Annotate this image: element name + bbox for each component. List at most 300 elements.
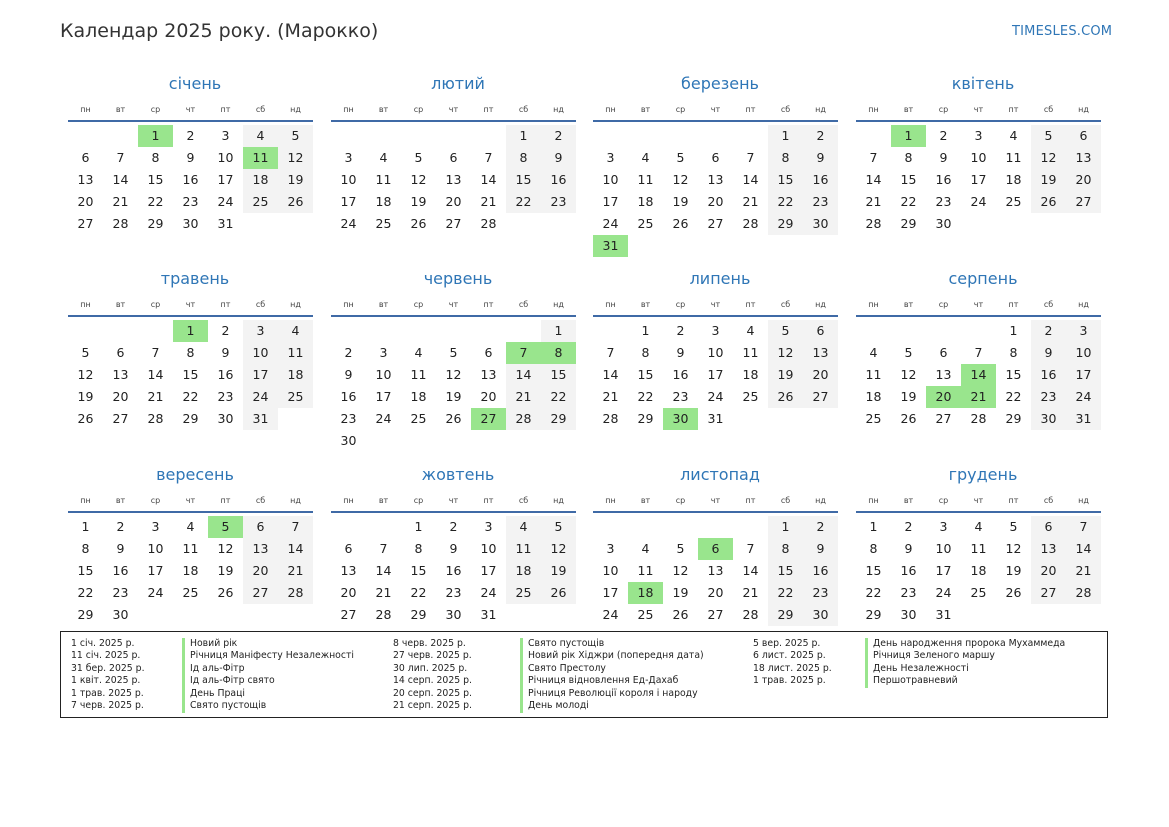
day-cell: 19 xyxy=(541,560,576,582)
holiday-day-cell: 20 xyxy=(926,386,961,408)
day-cell: 16 xyxy=(672,367,689,382)
day-cell: 17 xyxy=(217,172,234,187)
day-cell: 28 xyxy=(480,216,497,231)
day-cell: 2 xyxy=(904,519,913,534)
day-cell: 15 xyxy=(900,172,917,187)
empty-cell xyxy=(733,125,768,147)
empty-cell xyxy=(436,320,471,342)
day-cell: 3 xyxy=(484,519,493,534)
month-11 xyxy=(593,463,839,626)
day-cell: 9 xyxy=(344,367,353,382)
day-cell: 30 xyxy=(935,216,952,231)
header-rule xyxy=(856,120,1101,122)
day-cell: 7 xyxy=(606,345,615,360)
day-cell: 18 xyxy=(243,169,278,191)
day-cell: 20 xyxy=(707,585,724,600)
weekday-label: сб xyxy=(255,300,266,309)
day-cell: 1 xyxy=(414,519,423,534)
holiday-day-cell: 14 xyxy=(961,364,996,386)
weekday-header xyxy=(593,493,839,509)
day-cell: 13 xyxy=(707,172,724,187)
weekday-label: пн xyxy=(80,300,91,309)
day-cell: 21 xyxy=(742,194,759,209)
legend-date: 8 черв. 2025 р. xyxy=(393,638,466,649)
weekday-label: пт xyxy=(220,496,231,505)
day-cell: 22 xyxy=(541,386,576,408)
day-cell: 27 xyxy=(77,216,94,231)
legend-name: Першотравневий xyxy=(873,675,958,687)
empty-cell xyxy=(663,125,698,147)
month-name: лютий xyxy=(431,74,485,93)
weekday-label: нд xyxy=(553,105,564,114)
weekday-label: сб xyxy=(518,105,529,114)
day-cell: 17 xyxy=(147,563,164,578)
day-cell: 28 xyxy=(112,216,129,231)
day-cell: 5 xyxy=(676,541,685,556)
day-cell: 7 xyxy=(278,516,313,538)
day-cell: 10 xyxy=(602,563,619,578)
legend-name: Свято Престолу xyxy=(528,662,606,674)
weekday-label: сб xyxy=(255,105,266,114)
day-cell: 22 xyxy=(77,585,94,600)
weekday-label: пт xyxy=(483,105,494,114)
day-cell: 22 xyxy=(637,389,654,404)
day-cell: 28 xyxy=(375,607,392,622)
day-cell: 15 xyxy=(637,367,654,382)
weekday-label: пн xyxy=(80,496,91,505)
day-cell: 12 xyxy=(1005,541,1022,556)
legend-names-2 xyxy=(528,638,704,712)
day-cell: 26 xyxy=(1005,585,1022,600)
weekday-header xyxy=(331,102,577,118)
day-cell: 16 xyxy=(182,172,199,187)
weekday-label: чт xyxy=(448,496,459,505)
day-cell: 9 xyxy=(803,147,838,169)
day-cell: 14 xyxy=(742,563,759,578)
weekday-label: вт xyxy=(640,300,651,309)
day-cell: 11 xyxy=(278,342,313,364)
day-cell: 7 xyxy=(116,150,125,165)
holiday-day-cell: 6 xyxy=(698,538,733,560)
day-cell: 24 xyxy=(970,194,987,209)
day-cell: 25 xyxy=(278,386,313,408)
day-cell: 13 xyxy=(480,367,497,382)
legend-name: Річниця Маніфесту Незалежності xyxy=(190,650,354,662)
day-cell: 22 xyxy=(410,585,427,600)
day-cell: 14 xyxy=(375,563,392,578)
weekday-label: чт xyxy=(185,496,196,505)
day-cell: 23 xyxy=(541,191,576,213)
holiday-day-cell: 8 xyxy=(541,342,576,364)
day-cell: 31 xyxy=(217,216,234,231)
month-1 xyxy=(68,72,314,235)
day-cell: 29 xyxy=(541,408,576,430)
day-cell: 29 xyxy=(147,216,164,231)
day-cell: 12 xyxy=(541,538,576,560)
day-cell: 3 xyxy=(1066,320,1101,342)
day-cell: 2 xyxy=(803,125,838,147)
day-cell: 31 xyxy=(243,408,278,430)
weekday-label: нд xyxy=(290,496,301,505)
day-cell: 29 xyxy=(865,607,882,622)
legend-date: 20 серп. 2025 р. xyxy=(393,687,472,699)
day-cell: 11 xyxy=(637,172,654,187)
day-cell: 16 xyxy=(803,169,838,191)
day-cell: 15 xyxy=(410,563,427,578)
day-grid xyxy=(68,320,313,430)
day-cell: 4 xyxy=(974,519,983,534)
day-cell: 20 xyxy=(803,364,838,386)
weekday-label: вт xyxy=(378,496,389,505)
day-cell: 22 xyxy=(865,585,882,600)
brand-link[interactable]: TIMESLES.COM xyxy=(1012,24,1113,39)
day-grid xyxy=(593,516,838,626)
day-cell: 26 xyxy=(1031,191,1066,213)
day-cell: 17 xyxy=(1066,364,1101,386)
day-cell: 25 xyxy=(637,216,654,231)
day-cell: 13 xyxy=(112,367,129,382)
legend-name: Свято пустощів xyxy=(528,638,605,649)
day-cell: 7 xyxy=(974,345,983,360)
day-cell: 7 xyxy=(869,150,878,165)
weekday-label: пт xyxy=(1008,105,1019,114)
legend-date: 1 січ. 2025 р. xyxy=(71,638,135,649)
day-cell: 26 xyxy=(217,585,234,600)
day-cell: 4 xyxy=(1009,128,1018,143)
day-cell: 15 xyxy=(541,364,576,386)
day-cell: 28 xyxy=(742,216,759,231)
day-cell: 22 xyxy=(768,191,803,213)
legend-date: 21 серп. 2025 р. xyxy=(393,699,472,711)
month-name: серпень xyxy=(948,269,1018,288)
weekday-label: вт xyxy=(115,496,126,505)
month-name: листопад xyxy=(680,465,760,484)
day-cell: 4 xyxy=(746,323,755,338)
day-cell: 19 xyxy=(768,364,803,386)
empty-cell xyxy=(593,516,628,538)
weekday-label: ср xyxy=(675,105,686,114)
weekday-label: ср xyxy=(150,496,161,505)
day-cell: 30 xyxy=(340,433,357,448)
empty-cell xyxy=(68,125,103,147)
weekday-label: нд xyxy=(815,105,826,114)
day-cell: 12 xyxy=(900,367,917,382)
day-cell: 26 xyxy=(672,216,689,231)
day-cell: 13 xyxy=(935,367,952,382)
empty-cell xyxy=(366,320,401,342)
day-cell: 25 xyxy=(375,216,392,231)
day-cell: 18 xyxy=(278,364,313,386)
legend-dates-2 xyxy=(393,638,472,712)
day-cell: 11 xyxy=(865,367,882,382)
day-cell: 15 xyxy=(768,560,803,582)
legend-name: Новий рік xyxy=(190,638,238,649)
weekday-label: ср xyxy=(675,300,686,309)
legend-dates-3 xyxy=(753,638,832,688)
day-cell: 31 xyxy=(480,607,497,622)
day-cell: 17 xyxy=(935,563,952,578)
legend-date: 30 лип. 2025 р. xyxy=(393,662,468,674)
day-cell: 19 xyxy=(77,389,94,404)
day-cell: 9 xyxy=(541,147,576,169)
day-grid xyxy=(593,320,838,430)
day-cell: 5 xyxy=(676,150,685,165)
weekday-label: сб xyxy=(780,105,791,114)
day-cell: 27 xyxy=(935,411,952,426)
legend-dates-1 xyxy=(71,638,145,712)
weekday-label: пт xyxy=(745,300,756,309)
legend-name: Новий рік Хіджри (попередня дата) xyxy=(528,650,704,662)
day-cell: 21 xyxy=(602,389,619,404)
day-cell: 30 xyxy=(445,607,462,622)
day-cell: 10 xyxy=(375,367,392,382)
weekday-label: чт xyxy=(973,496,984,505)
day-cell: 12 xyxy=(217,541,234,556)
legend-date: 11 січ. 2025 р. xyxy=(71,650,141,662)
weekday-label: пт xyxy=(483,300,494,309)
day-cell: 6 xyxy=(484,345,493,360)
weekday-label: чт xyxy=(185,300,196,309)
day-cell: 3 xyxy=(151,519,160,534)
weekday-header xyxy=(68,493,314,509)
day-cell: 26 xyxy=(768,386,803,408)
day-cell: 10 xyxy=(970,150,987,165)
day-cell: 25 xyxy=(970,585,987,600)
month-9 xyxy=(68,463,314,626)
day-cell: 1 xyxy=(541,320,576,342)
day-cell: 24 xyxy=(243,386,278,408)
weekday-label: нд xyxy=(1078,105,1089,114)
day-cell: 30 xyxy=(217,411,234,426)
day-cell: 20 xyxy=(480,389,497,404)
day-cell: 13 xyxy=(1031,538,1066,560)
weekday-label: нд xyxy=(290,105,301,114)
header-rule xyxy=(331,315,576,317)
day-cell: 1 xyxy=(869,519,878,534)
empty-cell xyxy=(628,516,663,538)
day-cell: 3 xyxy=(379,345,388,360)
day-grid xyxy=(331,320,576,452)
day-cell: 21 xyxy=(375,585,392,600)
day-cell: 29 xyxy=(1005,411,1022,426)
day-cell: 26 xyxy=(77,411,94,426)
weekday-label: нд xyxy=(815,300,826,309)
day-cell: 16 xyxy=(340,389,357,404)
day-cell: 8 xyxy=(768,147,803,169)
day-cell: 19 xyxy=(672,585,689,600)
day-cell: 5 xyxy=(449,345,458,360)
empty-cell xyxy=(331,320,366,342)
day-cell: 17 xyxy=(340,194,357,209)
weekday-header xyxy=(331,297,577,313)
day-cell: 31 xyxy=(1066,408,1101,430)
day-cell: 11 xyxy=(1005,150,1022,165)
day-cell: 18 xyxy=(1005,172,1022,187)
weekday-label: пт xyxy=(1008,300,1019,309)
day-cell: 14 xyxy=(742,172,759,187)
legend-names-1 xyxy=(190,638,354,712)
weekday-label: сб xyxy=(780,496,791,505)
day-cell: 6 xyxy=(81,150,90,165)
day-cell: 9 xyxy=(1031,342,1066,364)
day-cell: 11 xyxy=(506,538,541,560)
empty-cell xyxy=(471,125,506,147)
weekday-label: пн xyxy=(605,300,616,309)
day-cell: 6 xyxy=(939,345,948,360)
day-cell: 15 xyxy=(506,169,541,191)
day-cell: 16 xyxy=(112,563,129,578)
day-cell: 2 xyxy=(116,519,125,534)
day-cell: 18 xyxy=(637,194,654,209)
legend-name: Річниця відновлення Ед-Дахаб xyxy=(528,675,679,687)
weekday-label: чт xyxy=(710,496,721,505)
day-cell: 27 xyxy=(243,582,278,604)
day-cell: 11 xyxy=(182,541,199,556)
weekday-label: пн xyxy=(343,105,354,114)
month-8 xyxy=(856,267,1102,430)
day-cell: 15 xyxy=(147,172,164,187)
day-cell: 19 xyxy=(900,389,917,404)
day-cell: 9 xyxy=(939,150,948,165)
header-rule xyxy=(856,511,1101,513)
weekday-label: нд xyxy=(553,300,564,309)
weekday-label: чт xyxy=(185,105,196,114)
day-cell: 12 xyxy=(1031,147,1066,169)
day-cell: 2 xyxy=(449,519,458,534)
weekday-label: пт xyxy=(745,496,756,505)
day-cell: 28 xyxy=(506,408,541,430)
legend-marker xyxy=(865,638,868,688)
header-rule xyxy=(331,511,576,513)
empty-cell xyxy=(698,125,733,147)
legend-name: Ід аль-Фітр свято xyxy=(190,675,275,687)
month-12 xyxy=(856,463,1102,626)
day-cell: 6 xyxy=(711,150,720,165)
day-cell: 3 xyxy=(221,128,230,143)
day-cell: 4 xyxy=(641,150,650,165)
day-cell: 2 xyxy=(221,323,230,338)
legend-marker xyxy=(520,638,523,713)
day-cell: 24 xyxy=(147,585,164,600)
month-7 xyxy=(593,267,839,430)
weekday-label: вт xyxy=(115,300,126,309)
legend-date: 1 квіт. 2025 р. xyxy=(71,675,141,687)
day-cell: 18 xyxy=(865,389,882,404)
day-cell: 2 xyxy=(1031,320,1066,342)
month-name: квітень xyxy=(951,74,1015,93)
day-cell: 24 xyxy=(602,216,619,231)
holiday-day-cell: 7 xyxy=(506,342,541,364)
empty-cell xyxy=(331,125,366,147)
weekday-label: пн xyxy=(343,300,354,309)
day-grid xyxy=(68,516,313,626)
day-grid xyxy=(331,125,576,235)
holiday-day-cell: 11 xyxy=(243,147,278,169)
day-cell: 6 xyxy=(449,150,458,165)
day-cell: 8 xyxy=(151,150,160,165)
day-cell: 25 xyxy=(865,411,882,426)
empty-cell xyxy=(103,320,138,342)
empty-cell xyxy=(593,320,628,342)
day-cell: 21 xyxy=(480,194,497,209)
day-cell: 2 xyxy=(344,345,353,360)
legend-name: Річниця Революції короля і народу xyxy=(528,687,698,699)
day-cell: 24 xyxy=(480,585,497,600)
day-cell: 23 xyxy=(803,191,838,213)
weekday-header xyxy=(593,102,839,118)
day-cell: 8 xyxy=(904,150,913,165)
day-cell: 6 xyxy=(116,345,125,360)
weekday-header xyxy=(68,102,314,118)
day-cell: 16 xyxy=(900,563,917,578)
day-cell: 24 xyxy=(375,411,392,426)
day-cell: 2 xyxy=(803,516,838,538)
day-cell: 19 xyxy=(445,389,462,404)
day-cell: 10 xyxy=(480,541,497,556)
weekday-label: пн xyxy=(868,105,879,114)
legend-date: 5 вер. 2025 р. xyxy=(753,638,821,649)
legend-date: 14 серп. 2025 р. xyxy=(393,675,472,687)
day-cell: 4 xyxy=(278,320,313,342)
day-cell: 2 xyxy=(939,128,948,143)
empty-cell xyxy=(331,516,366,538)
empty-cell xyxy=(471,320,506,342)
weekday-label: сб xyxy=(1043,496,1054,505)
day-cell: 15 xyxy=(77,563,94,578)
empty-cell xyxy=(961,320,996,342)
day-cell: 24 xyxy=(707,389,724,404)
day-cell: 14 xyxy=(112,172,129,187)
weekday-label: чт xyxy=(448,300,459,309)
day-cell: 22 xyxy=(182,389,199,404)
day-cell: 24 xyxy=(1066,386,1101,408)
day-cell: 25 xyxy=(742,389,759,404)
weekday-label: вт xyxy=(378,300,389,309)
day-cell: 5 xyxy=(81,345,90,360)
holiday-day-cell: 1 xyxy=(891,125,926,147)
empty-cell xyxy=(856,125,891,147)
day-cell: 3 xyxy=(974,128,983,143)
weekday-label: нд xyxy=(553,496,564,505)
day-grid xyxy=(331,516,576,626)
day-cell: 5 xyxy=(1009,519,1018,534)
weekday-label: нд xyxy=(290,300,301,309)
weekday-label: пт xyxy=(483,496,494,505)
header-rule xyxy=(68,511,313,513)
day-cell: 10 xyxy=(217,150,234,165)
day-cell: 14 xyxy=(865,172,882,187)
day-cell: 13 xyxy=(445,172,462,187)
legend-name: День народження пророка Мухаммеда xyxy=(873,638,1066,649)
day-cell: 5 xyxy=(1031,125,1066,147)
day-cell: 6 xyxy=(243,516,278,538)
day-cell: 4 xyxy=(414,345,423,360)
day-cell: 7 xyxy=(746,150,755,165)
weekday-header xyxy=(856,493,1102,509)
day-cell: 13 xyxy=(803,342,838,364)
weekday-label: ср xyxy=(938,496,949,505)
day-cell: 23 xyxy=(900,585,917,600)
weekday-label: пт xyxy=(745,105,756,114)
day-cell: 9 xyxy=(449,541,458,556)
weekday-label: пт xyxy=(1008,496,1019,505)
day-cell: 7 xyxy=(746,541,755,556)
day-cell: 28 xyxy=(865,216,882,231)
day-cell: 4 xyxy=(186,519,195,534)
day-cell: 27 xyxy=(340,607,357,622)
legend-date: 31 бер. 2025 р. xyxy=(71,662,145,674)
day-cell: 19 xyxy=(278,169,313,191)
